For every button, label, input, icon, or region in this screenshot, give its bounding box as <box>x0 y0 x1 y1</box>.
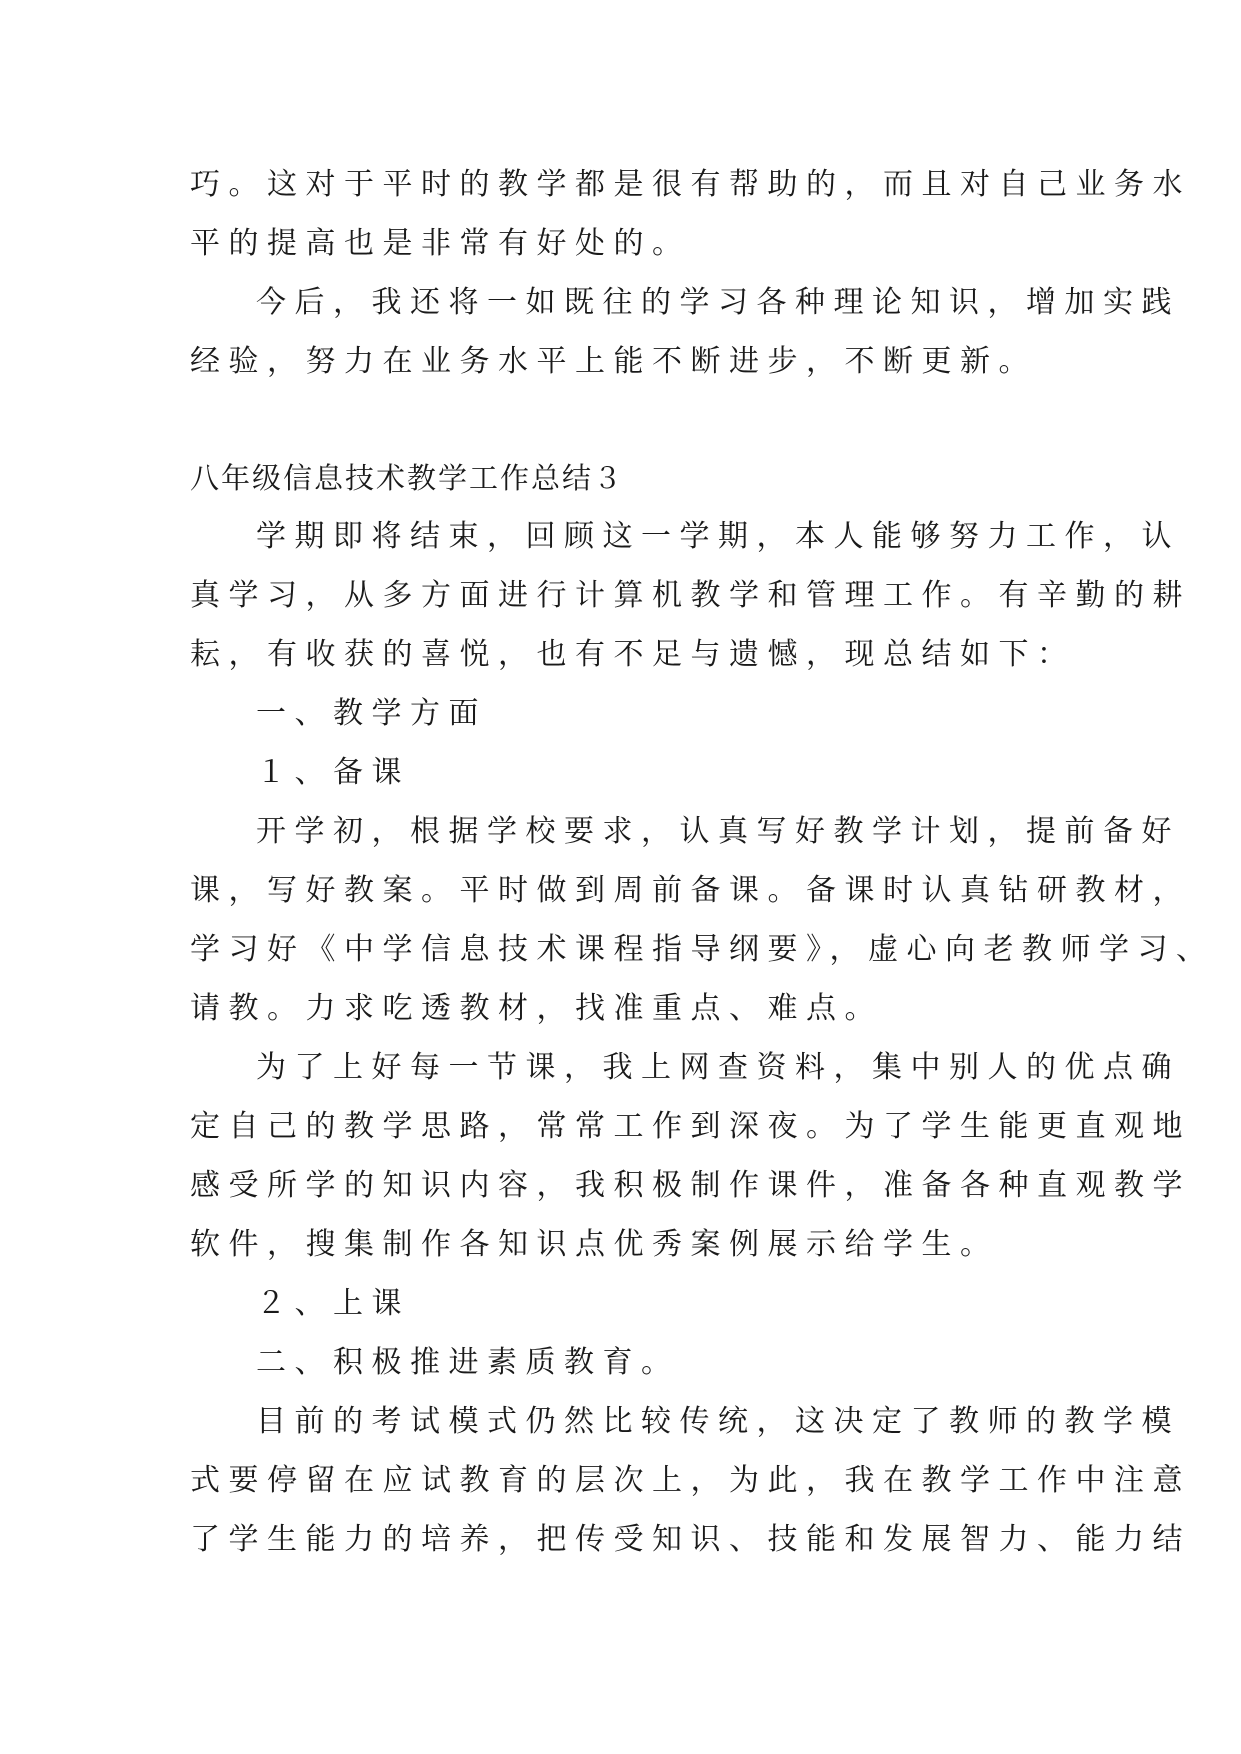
paragraph-line: 课，写好教案。平时做到周前备课。备课时认真钻研教材， <box>190 873 1191 908</box>
paragraph-line: 平的提高也是非常有好处的。 <box>190 226 691 261</box>
paragraph-line: 今后，我还将一如既往的学习各种理论知识，增加实践 <box>256 285 1180 320</box>
paragraph-line: 学期即将结束，回顾这一学期，本人能够努力工作，认 <box>256 519 1180 554</box>
paragraph-line: 开学初，根据学校要求，认真写好教学计划，提前备好 <box>256 814 1180 849</box>
paragraph-line: 感受所学的知识内容，我积极制作课件，准备各种直观教学 <box>190 1168 1191 1203</box>
paragraph-line: 巧。这对于平时的教学都是很有帮助的，而且对自己业务水 <box>190 167 1191 202</box>
paragraph-line: 定自己的教学思路，常常工作到深夜。为了学生能更直观地 <box>190 1109 1191 1144</box>
paragraph-line: 耘，有收获的喜悦，也有不足与遗憾，现总结如下： <box>190 637 1076 672</box>
paragraph-line: 真学习，从多方面进行计算机教学和管理工作。有辛勤的耕 <box>190 578 1191 613</box>
paragraph-line: 请教。力求吃透教材，找准重点、难点。 <box>190 991 883 1026</box>
paragraph-line: 了学生能力的培养，把传受知识、技能和发展智力、能力结 <box>190 1522 1191 1557</box>
paragraph-line: 目前的考试模式仍然比较传统，这决定了教师的教学模 <box>256 1404 1180 1439</box>
subheading: 二、积极推进素质教育。 <box>256 1345 680 1380</box>
paragraph-line: 式要停留在应试教育的层次上，为此，我在教学工作中注意 <box>190 1463 1191 1498</box>
paragraph-line: 经验，努力在业务水平上能不断进步，不断更新。 <box>190 344 1037 379</box>
subheading: ２、上课 <box>256 1286 410 1321</box>
section-title: 八年级信息技术教学工作总结３ <box>190 461 625 495</box>
subheading: １、备课 <box>256 755 410 790</box>
paragraph-line: 为了上好每一节课，我上网查资料，集中别人的优点确 <box>256 1050 1180 1085</box>
paragraph-line: 软件，搜集制作各知识点优秀案例展示给学生。 <box>190 1227 999 1262</box>
subheading: 一、教学方面 <box>256 696 487 731</box>
paragraph-line: 学习好《中学信息技术课程指导纲要》，虚心向老教师学习、 <box>190 932 1215 967</box>
